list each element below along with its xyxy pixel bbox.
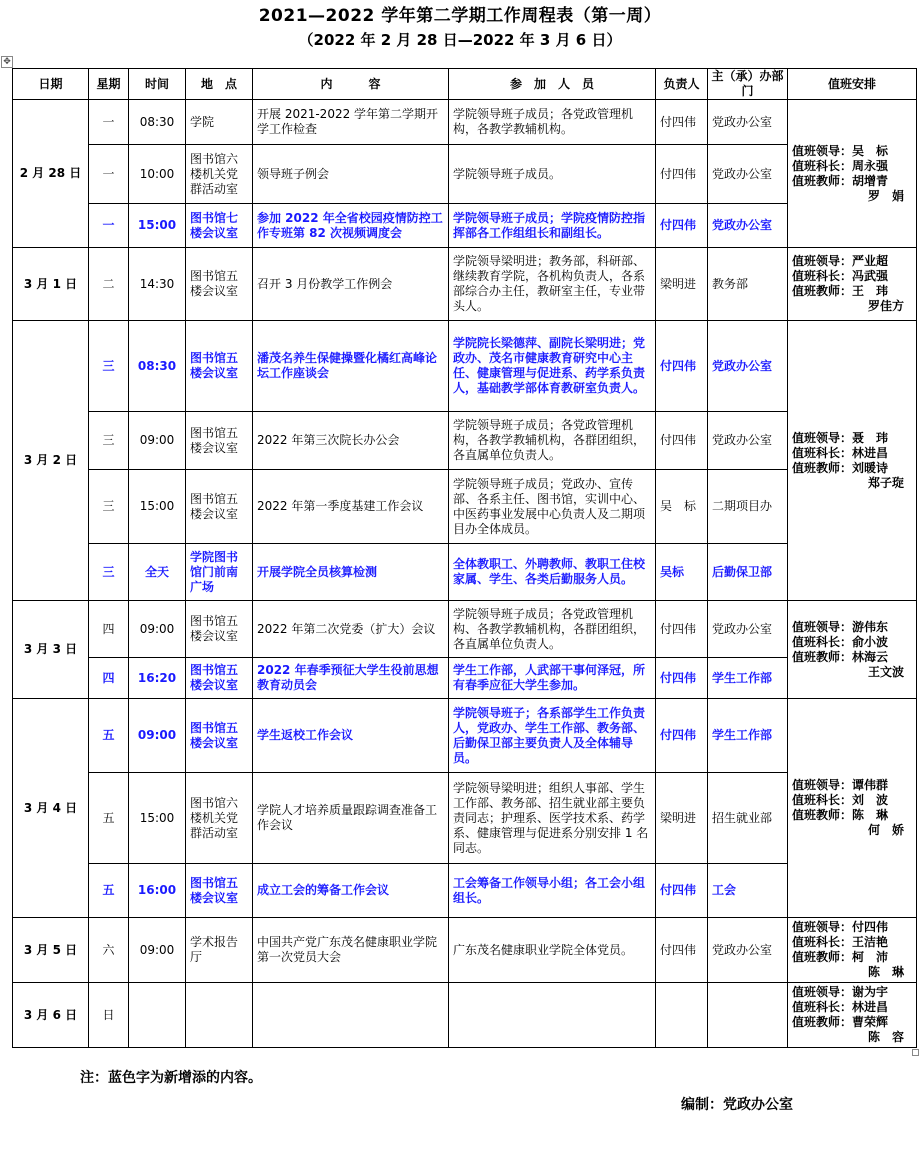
duty-cell: [788, 601, 917, 699]
content-cell: 2022 年第一季度基建工作会议: [253, 470, 449, 544]
footnote: 注：蓝色字为新增添的内容。: [80, 1070, 262, 1086]
time-cell: 16:20: [129, 658, 186, 699]
attendees-cell: 全体教职工、外聘教师、教职工住校家属、学生、各类后勤服务人员。: [449, 544, 656, 601]
attendees-cell: 学院领导班子成员；学院疫情防控指挥部各工作组组长和副组长。: [449, 204, 656, 248]
weekday-cell: 一: [89, 100, 129, 145]
dept-cell: 二期项目办: [708, 470, 788, 544]
date-cell: 3 月 5 日: [13, 918, 89, 983]
table-row: [13, 544, 917, 601]
content-cell: 成立工会的筹备工作会议: [253, 864, 449, 918]
duty-cell: [788, 248, 917, 321]
dept-cell: 招生就业部: [708, 773, 788, 864]
attendees-cell: [449, 983, 656, 1048]
attendees-cell: 学生工作部，人武部干事何泽冠，所有春季应征大学生参加。: [449, 658, 656, 699]
content-cell: [253, 983, 449, 1048]
duty-line: 值班领导：聂 玮: [792, 430, 889, 445]
table-row: [13, 248, 917, 321]
duty-line: 值班教师：王 玮: [792, 284, 889, 298]
content-cell: 2022 年第三次院长办公会: [253, 412, 449, 470]
dept-cell: 后勤保卫部: [708, 544, 788, 601]
place-cell: 学院: [186, 100, 253, 145]
table-row: [13, 204, 917, 248]
header-owner: 负责人: [656, 69, 708, 100]
duty-line: 值班科长：林进昌: [792, 445, 889, 460]
table-row: [13, 100, 917, 145]
attendees-cell: 学院领导班子成员；各党政管理机构，各教学教辅机构，各群团组织，各直属单位负责人。: [449, 412, 656, 470]
content-cell: 潘茂名养生保健操暨化橘红高峰论坛工作座谈会: [253, 321, 449, 412]
dept-cell: 党政办公室: [708, 412, 788, 470]
content-cell: 学院人才培养质量跟踪调查准备工作会议: [253, 773, 449, 864]
content-cell: 领导班子例会: [253, 145, 449, 204]
table-row: [13, 918, 917, 983]
place-cell: [186, 983, 253, 1048]
header-time: 时间: [129, 69, 186, 100]
duty-line: 何 娇: [867, 823, 904, 837]
owner-cell: 付四伟: [656, 412, 708, 470]
dept-cell: 学生工作部: [708, 658, 788, 699]
weekday-cell: 三: [89, 544, 129, 601]
duty-line: 值班教师：刘暖诗: [792, 460, 889, 475]
owner-cell: 付四伟: [656, 864, 708, 918]
place-cell: 图书馆五楼会议室: [186, 699, 253, 773]
place-cell: 图书馆六楼机关党群活动室: [186, 773, 253, 864]
table-row: [13, 658, 917, 699]
owner-cell: 付四伟: [656, 321, 708, 412]
header-duty: 值班安排: [788, 69, 917, 100]
duty-cell: [788, 699, 917, 918]
place-cell: 学术报告厅: [186, 918, 253, 983]
owner-cell: 付四伟: [656, 918, 708, 983]
weekday-cell: 五: [89, 864, 129, 918]
dept-cell: 学生工作部: [708, 699, 788, 773]
duty-cell: [788, 983, 917, 1048]
place-cell: 图书馆五楼会议室: [186, 412, 253, 470]
dept-cell: 党政办公室: [708, 204, 788, 248]
duty-line: 郑子琁: [867, 475, 904, 490]
time-cell: 14:30: [129, 248, 186, 321]
owner-cell: 梁明进: [656, 248, 708, 321]
header-date: 日期: [13, 69, 89, 100]
weekday-cell: 日: [89, 983, 129, 1048]
place-cell: 图书馆六楼机关党群活动室: [186, 145, 253, 204]
weekday-cell: 四: [89, 658, 129, 699]
owner-cell: 付四伟: [656, 601, 708, 658]
owner-cell: 付四伟: [656, 100, 708, 145]
duty-line: 值班科长：俞小波: [792, 634, 889, 649]
duty-line: 值班领导：吴 标: [792, 143, 889, 158]
header-attendees: 参 加 人 员: [449, 69, 656, 100]
duty-line: 值班科长：刘 波: [792, 793, 889, 807]
header-dept: 主（承）办部 门: [708, 69, 788, 100]
owner-cell: 吴标: [656, 544, 708, 601]
place-cell: 图书馆七楼会议室: [186, 204, 253, 248]
duty-line: 值班教师：曹荣辉: [792, 1015, 889, 1029]
table-row: [13, 864, 917, 918]
duty-cell: [788, 100, 917, 248]
duty-line: 值班科长：林进昌: [792, 1000, 889, 1014]
place-cell: 图书馆五楼会议室: [186, 321, 253, 412]
attendees-cell: 工会筹备工作领导小组；各工会小组组长。: [449, 864, 656, 918]
time-cell: 09:00: [129, 699, 186, 773]
attendees-cell: 学院领导梁明进；教务部，科研部、继续教育学院，各机构负责人，各系部综合办主任，教研室主任，专业带头人。: [449, 248, 656, 321]
attendees-cell: 学院院长梁德萍、副院长梁明进；党政办、茂名市健康教育研究中心主任、健康管理与促进系、药学系负责人，基础教学部体育教研室负责人。: [449, 321, 656, 412]
time-cell: 15:00: [129, 773, 186, 864]
page-subtitle: （2022 年 2 月 28 日—2022 年 3 月 6 日）: [298, 31, 622, 49]
weekday-cell: 三: [89, 321, 129, 412]
time-cell: 09:00: [129, 601, 186, 658]
table-row: [13, 773, 917, 864]
owner-cell: 付四伟: [656, 658, 708, 699]
attendees-cell: 学院领导梁明进；组织人事部、学生工作部、教务部、招生就业部主要负责同志；护理系、医学技术系、药学系、健康管理与促进系分别安排 1 名同志。: [449, 773, 656, 864]
date-cell: 3 月 2 日: [13, 321, 89, 601]
weekday-cell: 五: [89, 773, 129, 864]
weekday-cell: 一: [89, 145, 129, 204]
dept-cell: 党政办公室: [708, 100, 788, 145]
place-cell: 图书馆五楼会议室: [186, 248, 253, 321]
duty-line: 值班教师：胡增青: [792, 173, 889, 188]
duty-line: 值班教师：林海云: [792, 649, 889, 664]
duty-line: 王文波: [867, 664, 904, 679]
attendees-cell: 学院领导班子成员；党政办、宣传部、各系主任、图书馆，实训中心、中医药事业发展中心负责人及二期项目办全体成员。: [449, 470, 656, 544]
content-cell: 学生返校工作会议: [253, 699, 449, 773]
table-move-handle-icon[interactable]: ✥: [1, 56, 13, 68]
time-cell: 15:00: [129, 470, 186, 544]
table-resize-handle-icon[interactable]: [912, 1049, 919, 1056]
weekday-cell: 二: [89, 248, 129, 321]
place-cell: 图书馆五楼会议室: [186, 658, 253, 699]
schedule-body: [13, 100, 917, 1048]
duty-line: 陈 容: [867, 1030, 904, 1044]
table-row: [13, 470, 917, 544]
place-cell: 图书馆五楼会议室: [186, 601, 253, 658]
duty-line: 罗 娟: [867, 188, 904, 203]
date-cell: 3 月 6 日: [13, 983, 89, 1048]
duty-line: 值班领导：付四伟: [792, 920, 889, 934]
attendees-cell: 学院领导班子成员；各党政管理机构、各教学教辅机构，各群团组织，各直属单位负责人。: [449, 601, 656, 658]
content-cell: 召开 3 月份教学工作例会: [253, 248, 449, 321]
place-cell: 学院图书馆门前南广场: [186, 544, 253, 601]
header-place: 地 点: [186, 69, 253, 100]
duty-line: 值班领导：严业超: [792, 254, 889, 268]
attendees-cell: 广东茂名健康职业学院全体党员。: [449, 918, 656, 983]
date-cell: 3 月 4 日: [13, 699, 89, 918]
date-cell: 3 月 1 日: [13, 248, 89, 321]
header-content: 内 容: [253, 69, 449, 100]
editor-credit: 编制：党政办公室: [681, 1097, 793, 1113]
dept-cell: 党政办公室: [708, 918, 788, 983]
table-row: [13, 601, 917, 658]
date-cell: 2 月 28 日: [13, 100, 89, 248]
owner-cell: 吴 标: [656, 470, 708, 544]
time-cell: 09:00: [129, 412, 186, 470]
owner-cell: 梁明进: [656, 773, 708, 864]
time-cell: [129, 983, 186, 1048]
dept-cell: 党政办公室: [708, 601, 788, 658]
weekday-cell: 一: [89, 204, 129, 248]
schedule-table: [12, 68, 917, 1048]
time-cell: 09:00: [129, 918, 186, 983]
table-row: [13, 145, 917, 204]
weekday-cell: 五: [89, 699, 129, 773]
time-cell: 全天: [129, 544, 186, 601]
content-cell: 2022 年第二次党委（扩大）会议: [253, 601, 449, 658]
date-cell: 3 月 3 日: [13, 601, 89, 699]
dept-cell: 党政办公室: [708, 145, 788, 204]
dept-cell: 教务部: [708, 248, 788, 321]
table-row: [13, 983, 917, 1048]
duty-line: 值班领导：游伟东: [792, 619, 889, 634]
owner-cell: 付四伟: [656, 204, 708, 248]
weekday-cell: 三: [89, 470, 129, 544]
time-cell: 16:00: [129, 864, 186, 918]
header-weekday: 星期: [89, 69, 129, 100]
page-title: 2021—2022 学年第二学期工作周程表（第一周）: [258, 6, 662, 26]
weekday-cell: 三: [89, 412, 129, 470]
duty-cell: [788, 321, 917, 601]
place-cell: 图书馆五楼会议室: [186, 470, 253, 544]
weekday-cell: 六: [89, 918, 129, 983]
duty-line: 值班领导：谭伟群: [792, 778, 889, 792]
owner-cell: [656, 983, 708, 1048]
content-cell: 开展 2021-2022 学年第二学期开学工作检查: [253, 100, 449, 145]
duty-line: 值班领导：谢为宇: [792, 985, 889, 999]
dept-cell: 工会: [708, 864, 788, 918]
content-cell: 中国共产党广东茂名健康职业学院第一次党员大会: [253, 918, 449, 983]
time-cell: 08:30: [129, 321, 186, 412]
dept-cell: [708, 983, 788, 1048]
duty-line: 陈 琳: [867, 965, 904, 979]
table-row: [13, 321, 917, 412]
table-row: [13, 699, 917, 773]
duty-line: 值班科长：冯武强: [792, 269, 889, 283]
duty-line: 值班科长：周永强: [792, 158, 889, 173]
content-cell: 参加 2022 年全省校园疫情防控工作专班第 82 次视频调度会: [253, 204, 449, 248]
content-cell: 2022 年春季预征大学生役前思想教育动员会: [253, 658, 449, 699]
duty-line: 值班科长：王洁艳: [792, 935, 889, 949]
header-row: [13, 69, 917, 100]
place-cell: 图书馆五楼会议室: [186, 864, 253, 918]
attendees-cell: 学院领导班子成员。: [449, 145, 656, 204]
duty-line: 值班教师：陈 琳: [792, 808, 889, 822]
dept-cell: 党政办公室: [708, 321, 788, 412]
duty-line: 罗佳方: [867, 299, 904, 313]
attendees-cell: 学院领导班子；各系部学生工作负责人，党政办、学生工作部、教务部、后勤保卫部主要负责人及全体辅导员。: [449, 699, 656, 773]
owner-cell: 付四伟: [656, 145, 708, 204]
weekday-cell: 四: [89, 601, 129, 658]
time-cell: 15:00: [129, 204, 186, 248]
time-cell: 08:30: [129, 100, 186, 145]
table-row: [13, 412, 917, 470]
content-cell: 开展学院全员核算检测: [253, 544, 449, 601]
duty-cell: [788, 918, 917, 983]
duty-line: 值班教师：柯 沛: [792, 950, 889, 964]
attendees-cell: 学院领导班子成员；各党政管理机构，各教学教辅机构。: [449, 100, 656, 145]
owner-cell: 付四伟: [656, 699, 708, 773]
time-cell: 10:00: [129, 145, 186, 204]
